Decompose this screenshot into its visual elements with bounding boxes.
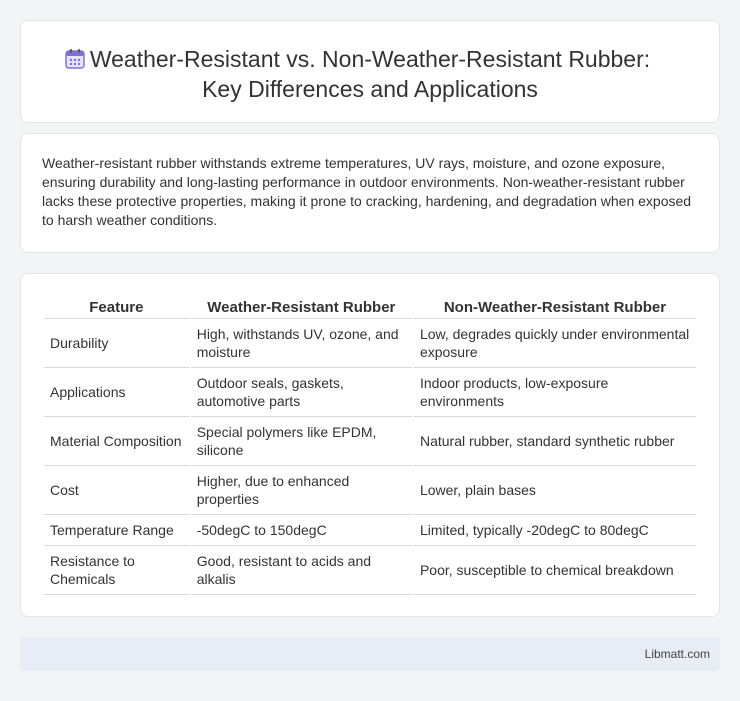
row-weather-resistant: Higher, due to enhanced properties bbox=[191, 466, 412, 515]
table-row bbox=[44, 466, 696, 515]
row-weather-resistant: Good, resistant to acids and alkalis bbox=[191, 546, 412, 595]
row-feature: Cost bbox=[44, 466, 189, 515]
row-non-weather-resistant: Lower, plain bases bbox=[414, 466, 696, 515]
row-feature: Material Composition bbox=[44, 417, 189, 466]
row-weather-resistant: -50degC to 150degC bbox=[191, 515, 412, 546]
row-feature: Applications bbox=[44, 368, 189, 417]
row-weather-resistant: Special polymers like EPDM, silicone bbox=[191, 417, 412, 466]
table-row bbox=[44, 368, 696, 417]
page-title-line-2: Key Differences and Applications bbox=[202, 76, 538, 102]
page-title-line-1: Weather-Resistant vs. Non-Weather-Resistant Rubber: bbox=[89, 46, 651, 72]
header-non-weather-resistant: Non-Weather-Resistant Rubber bbox=[414, 295, 696, 319]
table-row bbox=[44, 515, 696, 546]
row-feature: Temperature Range bbox=[44, 515, 189, 546]
row-feature: Durability bbox=[44, 319, 189, 368]
row-non-weather-resistant: Indoor products, low-exposure environments bbox=[414, 368, 696, 417]
row-weather-resistant: Outdoor seals, gaskets, automotive parts bbox=[191, 368, 412, 417]
table-row bbox=[44, 546, 696, 595]
header-weather-resistant: Weather-Resistant Rubber bbox=[191, 295, 412, 319]
intro-paragraph: Weather-resistant rubber withstands extreme temperatures, UV rays, moisture, and ozone exposure, ensuring durability and long-lasting performance in outdoor environments. Non-weather-resistant rubber lacks these protective properties, making it prone to cracking, hardening, and degradation when exposed to harsh weather conditions. bbox=[42, 155, 692, 228]
page-title bbox=[21, 44, 719, 104]
table-row bbox=[44, 319, 696, 368]
intro-card bbox=[20, 133, 720, 253]
title-card bbox=[20, 20, 720, 123]
table-row bbox=[44, 417, 696, 466]
comparison-table-card bbox=[20, 273, 720, 617]
comparison-table bbox=[42, 295, 698, 595]
header-feature: Feature bbox=[44, 295, 189, 319]
row-non-weather-resistant: Natural rubber, standard synthetic rubber bbox=[414, 417, 696, 466]
row-feature: Resistance to Chemicals bbox=[44, 546, 189, 595]
table-header-row bbox=[44, 295, 696, 319]
footer bbox=[20, 637, 720, 671]
footer-brand-link[interactable]: Libmatt.com bbox=[644, 647, 710, 661]
row-non-weather-resistant: Poor, susceptible to chemical breakdown bbox=[414, 546, 696, 595]
row-non-weather-resistant: Low, degrades quickly under environmental exposure bbox=[414, 319, 696, 368]
row-weather-resistant: High, withstands UV, ozone, and moisture bbox=[191, 319, 412, 368]
row-non-weather-resistant: Limited, typically -20degC to 80degC bbox=[414, 515, 696, 546]
